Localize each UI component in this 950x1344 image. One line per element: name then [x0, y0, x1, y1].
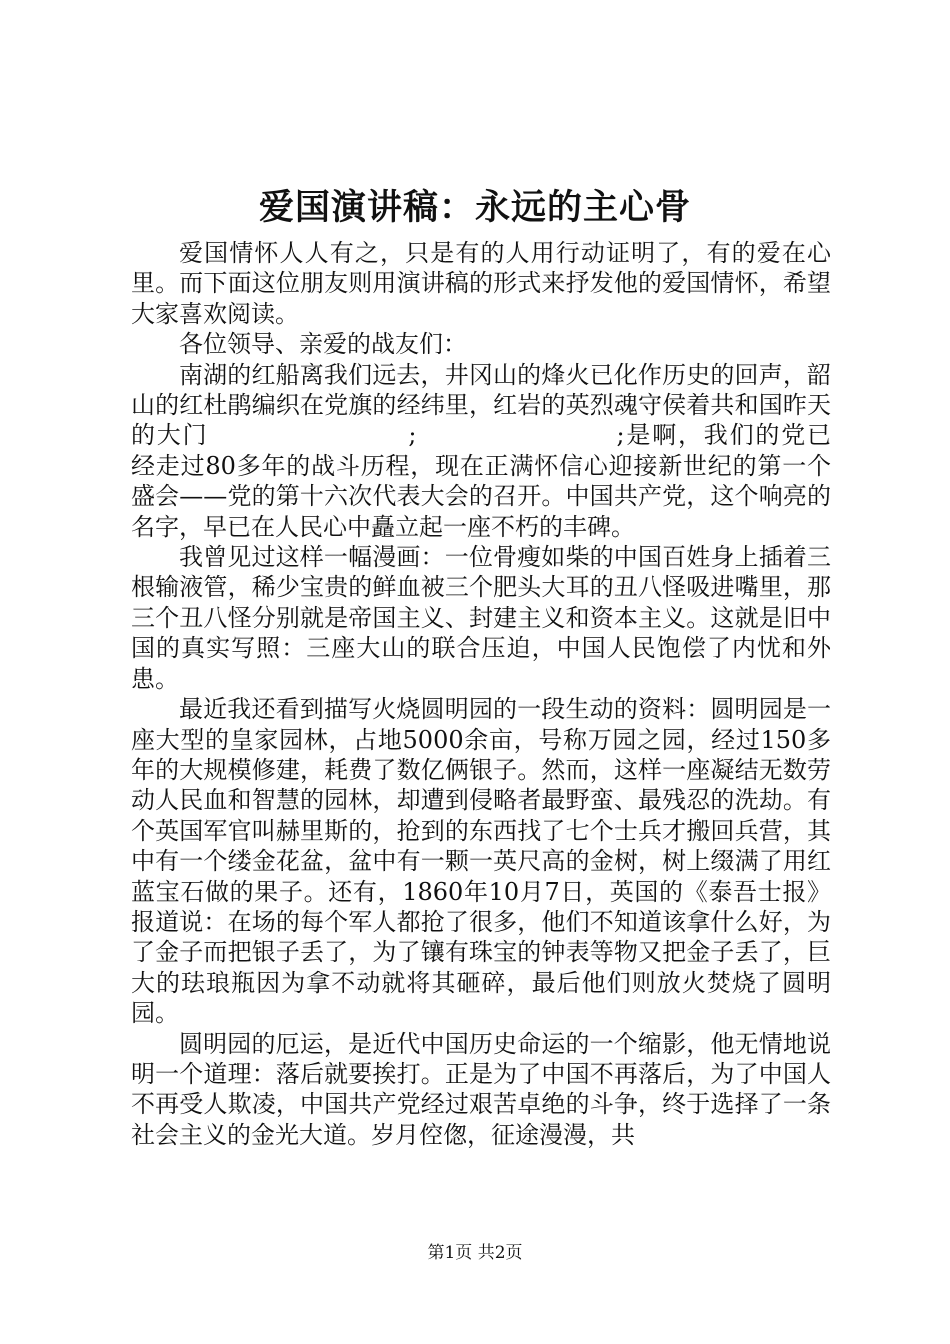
- paragraph-fate: 圆明园的厄运，是近代中国历史命运的一个缩影，他无情地说明一个道理：落后就要挨打。正是为了中国不再落后，为了中国人不再受人欺凌，中国共产党经过艰苦卓绝的斗争，终于选择了一条社会主义的金光大道。岁月倥偬，征途漫漫，共: [131, 1029, 831, 1149]
- paragraph-yuanmingyuan: 最近我还看到描写火烧圆明园的一段生动的资料：圆明园是一座大型的皇家园林，占地5000余亩，号称万园之园，经过150多年的大规模修建，耗费了数亿俩银子。然而，这样一座凝结无数劳动人民血和智慧的园林，却遭到侵略者最野蛮、最残忍的洗劫。有个英国军官叫赫里斯的，抢到的东西找了七个士兵才搬回兵营，其中有一个缕金花盆，盆中有一颗一英尺高的金树，树上缀满了用红蓝宝石做的果子。还有，1860年10月7日，英国的《泰吾士报》报道说：在场的每个军人都抢了很多，他们不知道该拿什么好，为了金子而把银子丢了，为了镶有珠宝的钟表等物又把金子丢了，巨大的珐琅瓶因为拿不动就将其砸碎，最后他们则放火焚烧了圆明园。: [131, 695, 831, 1028]
- paragraph-salutation: 各位领导、亲爱的战友们：: [179, 330, 467, 359]
- paragraph-intro: 爱国情怀人人有之，只是有的人用行动证明了，有的爱在心里。而下面这位朋友则用演讲稿的形式来抒发他的爱国情怀，希望大家喜欢阅读。: [131, 239, 831, 328]
- document-body: [131, 238, 831, 1150]
- paragraph-cartoon: 我曾见过这样一幅漫画：一位骨瘦如柴的中国百姓身上插着三根输液管，稀少宝贵的鲜血被三个肥头大耳的丑八怪吸进嘴里，那三个丑八怪分别就是帝国主义、封建主义和资本主义。这就是旧中国的真实写照：三座大山的联合压迫，中国人民饱偿了内忧和外患。: [131, 543, 831, 693]
- separator-semicolon: ;: [408, 421, 417, 450]
- paragraph-nanhu-continued: 是啊，我们的党已经走过80多年的战斗历程，现在正满怀信心迎接新世纪的第一个盛会——党的第十六次代表大会的召开。中国共产党，这个响亮的名字，早已在人民心中矗立起一座不朽的丰碑。: [131, 421, 832, 541]
- separator-semicolon: ;: [616, 421, 625, 450]
- paragraph-nanhu-text: 南湖的红船离我们远去，井冈山的烽火已化作历史的回声，韶山的红杜鹃编织在党旗的经纬里，红岩的英烈魂守侯着共和国昨天的大门: [131, 360, 831, 450]
- page-footer: 第1页 共2页: [427, 1243, 523, 1263]
- paragraph-nanhu: [131, 360, 831, 542]
- document-title: 爱国演讲稿：永远的主心骨: [258, 187, 691, 228]
